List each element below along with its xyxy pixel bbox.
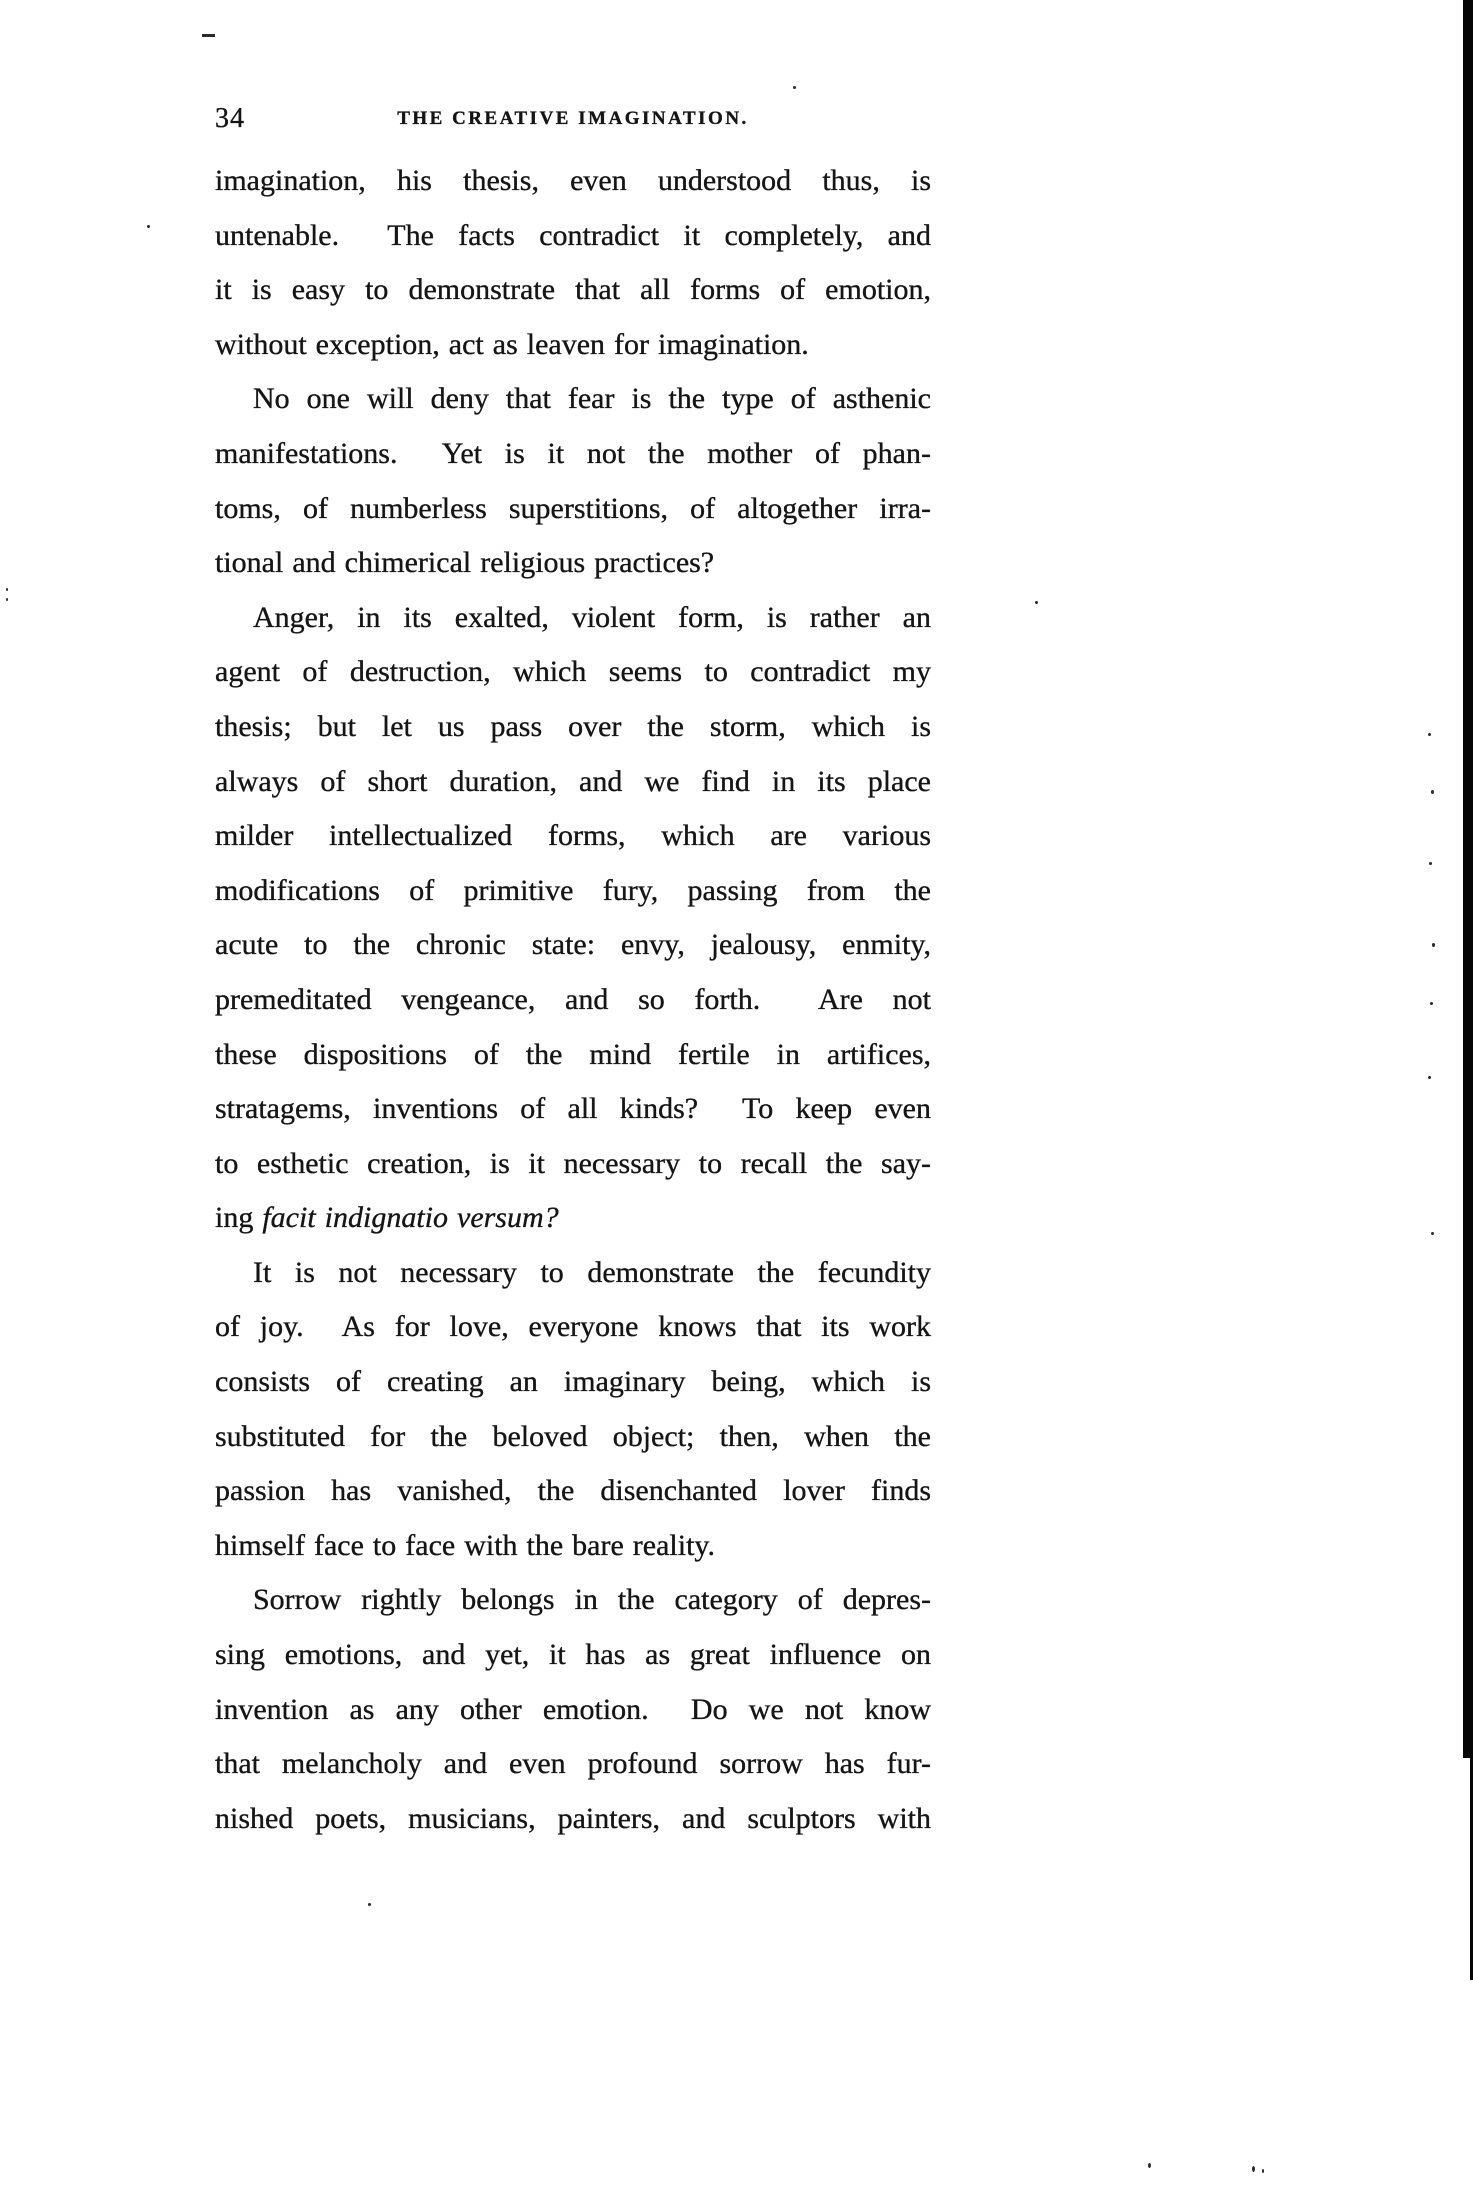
text-segment: himself face to face with the bare reality. xyxy=(215,1528,715,1562)
text-line xyxy=(215,263,931,318)
text-segment: substituted for the beloved object; then, when the xyxy=(215,1419,931,1453)
scan-artifact-right-bar xyxy=(1463,0,1473,1758)
text-segment: sing emotions, and yet, it has as great influence on xyxy=(215,1638,931,1672)
text-line xyxy=(215,536,931,591)
text-line xyxy=(215,372,931,427)
text-line xyxy=(215,427,931,482)
scan-speckle xyxy=(1431,790,1434,794)
scan-speckle xyxy=(1428,733,1431,736)
latin-quote: facit indignatio versum? xyxy=(262,1201,559,1235)
scan-speckle xyxy=(1428,1076,1431,1079)
text-segment: nished poets, musicians, painters, and sculptors with xyxy=(215,1801,931,1835)
scan-speckle xyxy=(1148,2163,1151,2168)
text-line xyxy=(215,1246,931,1301)
text-segment: manifestations. Yet is it not the mother of phan- xyxy=(215,436,931,470)
text-segment: Sorrow rightly belongs in the category of depres- xyxy=(253,1583,931,1617)
text-line xyxy=(215,1028,931,1083)
running-title: THE CREATIVE IMAGINATION. xyxy=(397,108,749,129)
text-segment: No one will deny that fear is the type of asthenic xyxy=(253,382,931,416)
text-line xyxy=(215,1191,931,1246)
text-segment: passion has vanished, the disenchanted lover finds xyxy=(215,1474,931,1508)
text-line xyxy=(215,318,931,373)
text-segment: always of short duration, and we find in its place xyxy=(215,764,931,798)
body-text xyxy=(215,154,931,1846)
scan-speckle xyxy=(1035,601,1038,604)
text-line xyxy=(215,809,931,864)
text-line xyxy=(215,1573,931,1628)
text-line xyxy=(215,1137,931,1192)
text-segment: to esthetic creation, is it necessary to recall the say- xyxy=(215,1146,931,1180)
scan-speckle xyxy=(147,225,150,228)
text-line xyxy=(215,1410,931,1465)
text-line xyxy=(215,1082,931,1137)
scan-speckle xyxy=(368,1903,371,1906)
text-segment: it is easy to demonstrate that all forms of emotion, xyxy=(215,273,931,307)
text-line xyxy=(215,1792,931,1847)
text-line xyxy=(215,209,931,264)
text-segment: consists of creating an imaginary being, which is xyxy=(215,1365,931,1399)
scan-speckle xyxy=(1262,2169,1264,2173)
text-line xyxy=(215,918,931,973)
text-segment: thesis; but let us pass over the storm, which is xyxy=(215,709,931,743)
text-segment: invention as any other emotion. Do we not know xyxy=(215,1692,931,1726)
text-segment: that melancholy and even profound sorrow has fur- xyxy=(215,1747,931,1781)
text-segment: agent of destruction, which seems to contradict my xyxy=(215,655,931,689)
text-segment: It is not necessary to demonstrate the fecundity xyxy=(253,1255,931,1289)
text-segment: of joy. As for love, everyone knows that its work xyxy=(215,1310,931,1344)
text-line xyxy=(215,1355,931,1410)
text-segment: Anger, in its exalted, violent form, is rather an xyxy=(253,600,931,634)
text-line xyxy=(215,864,931,919)
text-segment: milder intellectualized forms, which are various xyxy=(215,819,931,853)
text-line xyxy=(215,482,931,537)
page-number: 34 xyxy=(215,103,245,134)
page-header xyxy=(215,103,931,137)
text-segment: acute to the chronic state: envy, jealousy, enmity, xyxy=(215,928,931,962)
text-line xyxy=(215,755,931,810)
text-line xyxy=(215,1683,931,1738)
text-segment: stratagems, inventions of all kinds? To keep even xyxy=(215,1092,931,1126)
text-line xyxy=(215,154,931,209)
scan-speckle xyxy=(1429,862,1432,865)
text-segment: ing xyxy=(215,1201,263,1235)
scan-speckle xyxy=(1432,943,1435,947)
text-segment: these dispositions of the mind fertile in artifices, xyxy=(215,1037,931,1071)
text-segment: toms, of numberless superstitions, of altogether irra- xyxy=(215,491,931,525)
text-line xyxy=(215,1519,931,1574)
text-line xyxy=(215,1300,931,1355)
text-line xyxy=(215,1464,931,1519)
scan-speckle xyxy=(6,598,8,601)
text-segment: modifications of primitive fury, passing from the xyxy=(215,873,931,907)
text-line xyxy=(215,973,931,1028)
text-line xyxy=(215,645,931,700)
scan-speckle xyxy=(793,86,796,89)
text-line xyxy=(215,1737,931,1792)
scan-speckle xyxy=(1430,1002,1433,1005)
scan-speckle xyxy=(6,588,8,591)
text-segment: untenable. The facts contradict it completely, and xyxy=(215,218,931,252)
text-segment: without exception, act as leaven for imagination. xyxy=(215,327,809,361)
text-segment: imagination, his thesis, even understood thus, is xyxy=(215,164,931,197)
text-line xyxy=(215,1628,931,1683)
text-line xyxy=(215,700,931,755)
scan-speckle xyxy=(1252,2166,1255,2172)
scan-speckle xyxy=(202,34,215,37)
text-segment: premeditated vengeance, and so forth. Are not xyxy=(215,982,931,1016)
scan-speckle xyxy=(1431,1232,1434,1235)
text-segment: tional and chimerical religious practices? xyxy=(215,546,715,580)
text-line xyxy=(215,591,931,646)
